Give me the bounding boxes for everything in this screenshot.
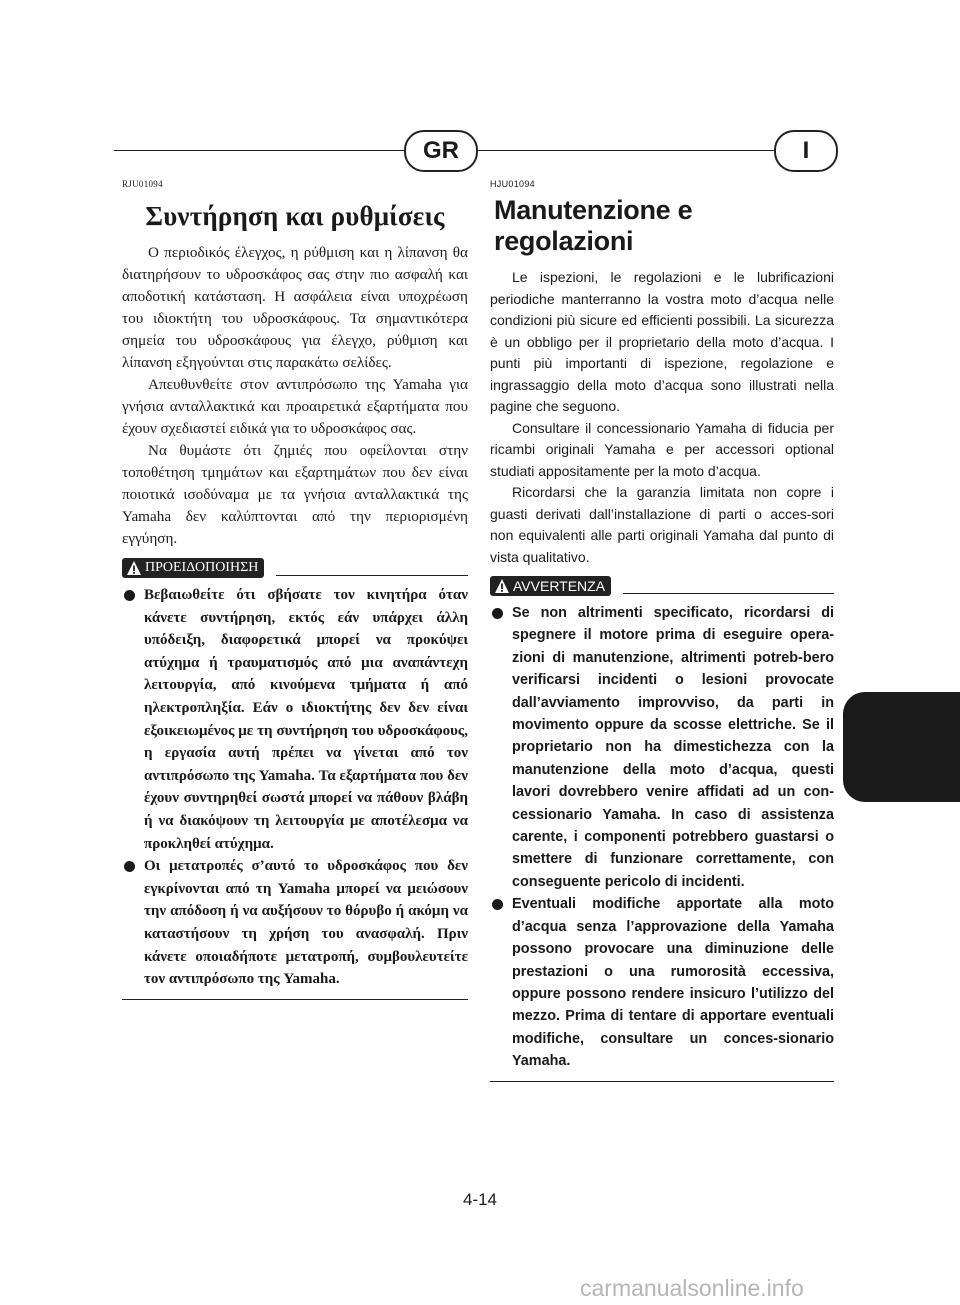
list-item (490, 893, 834, 1072)
bullet-icon (124, 590, 135, 601)
warning-end-rule (122, 999, 468, 1000)
paragraph: Απευθυνθείτε στον αντιπρόσωπο της Yamaha για γνήσια ανταλλακτικά και προαιρετικά εξαρτήματα που έχουν σχεδιαστεί ειδικά για το υδροσκάφος σας. (122, 376, 468, 437)
warning-icon (126, 560, 142, 576)
warning-header (490, 576, 834, 596)
list-item (122, 584, 468, 855)
paragraph: Ricordarsi che la garanzia limitata non copre i guasti derivati dall’installazione di parti o acces-sori non equivalenti alle parti originali Yamaha dal punto di vista qualitativo. (490, 484, 834, 565)
list-item (490, 602, 834, 893)
bullet-icon (124, 861, 135, 872)
section-title: Manutenzione e regolazioni (494, 195, 693, 256)
paragraph: Να θυμάστε ότι ζημιές που οφείλονται στην τοποθέτηση τμημάτων και εξαρτημάτων που δεν είναι ποιοτικά ισοδύναμα με τα γνήσια ανταλλακτικά της Yamaha δεν καλύπτονται από την περιορισμένη εγγύηση. (122, 442, 468, 547)
paragraph: Le ispezioni, le regolazioni e le lubrificazioni periodiche manterranno la vostra moto d’acqua nelle condizioni più sicure ed efficienti possibili. La sicurezza è un obbligo per il proprietario della moto d’acqua. I punti più importanti di ispezione, regolazione e ingrassaggio della moto d’acqua sono illustrati nella pagine che seguono. (490, 269, 834, 414)
section-title: Συντήρηση και ρυθμίσεις (145, 201, 445, 231)
italian-column (490, 175, 834, 1082)
bullet-icon (492, 899, 503, 910)
warning-badge (490, 576, 611, 596)
list-item (122, 855, 468, 991)
page-number: 4-14 (462, 1190, 498, 1209)
warning-label: ΠΡΟΕΙΔΟΠΟΙΗΣΗ (145, 560, 259, 575)
bullet-text: Eventuali modifiche apportate alla moto d’acqua senza l’approvazione della Yamaha possono provocare una diminuzione delle prestazioni o una rumorosità eccessiva, oppure possono rendere insicuro l’utilizzo del mezzo. Prima di tentare di apportare eventuali modifiche, consultare un conces-sionario Yamaha. (512, 896, 834, 1070)
warning-rule (623, 593, 834, 594)
paragraph: Ο περιοδικός έλεγχος, η ρύθμιση και η λίπανση θα διατηρήσουν το υδροσκάφος σας στην πιο ασφαλή και αποδοτική κατάσταση. Η ασφάλεια είναι υποχρέωση του ιδιοκτήτη του υδροσκάφους. Τα σημαντικότερα σημεία του υδροσκάφους για έλεγχο, ρύθμιση και λίπανση εξηγούνται στις παρακάτω σελίδες. (122, 244, 468, 371)
bullet-text: Se non altrimenti specificato, ricordarsi di spegnere il motore prima di eseguire opera-zioni di manutenzione, altrimenti potreb-bero verificarsi incidenti o lesioni provocate dall’avviamento improvviso, da parti in movimento oppure da scosse elettriche. Se il proprietario non ha dimestichezza con la manutenzione della moto d’acqua, questi lavori dovrebbero venire affidati ad un con-cessionario Yamaha. In caso di assistenza carente, i componenti potrebbero guastarsi o smettere di funzionare correttamente, con conseguente pericolo di incidenti. (512, 605, 834, 890)
watermark-text: carmanualsonline.info (580, 1275, 804, 1301)
language-tab-greek: GR (404, 130, 478, 172)
bullet-text: Βεβαιωθείτε ότι σβήσατε τον κινητήρα όταν κάνετε συντήρηση, εκτός εάν υπάρχει άλλη υπόδειξη, διαφορετικά μπορεί να προκύψει ατύχημα ή τραυματισμός από μια αναπάντεχη λειτουργία, από κινούμενα τμήματα ή από ηλεκτροπληξία. Εάν ο ιδιοκτήτης δεν δεν είναι εξοικειωμένος με τη συντήρηση του υδροσκάφους, η εργασία αυτή πρέπει να γίνεται από τον αντιπρόσωπο της Yamaha. Τα εξαρτήματα που δεν έχουν συντηρηθεί σωστά μπορεί να πάθουν βλάβη ή να διακόψουν τη λειτουργία με αποτέλεσμα να προκληθεί ατύχημα. (144, 587, 468, 852)
bullet-text: Οι μετατροπές σ’αυτό το υδροσκάφος που δεν εγκρίνονται από τη Yamaha μπορεί να μειώσουν την απόδοση ή να αυξήσουν το θόρυβο ή ακόμη να καταστήσουν τη χρήση του ανασφαλή. Πριν κάνετε οποιαδήποτε μετατροπή, συμβουλευτείτε τον αντιπρόσωπο της Yamaha. (144, 858, 468, 988)
greek-column (122, 175, 468, 1000)
warning-list (122, 584, 468, 991)
chapter-tab (843, 692, 960, 802)
warning-header (122, 558, 468, 578)
warning-label: AVVERTENZA (513, 578, 606, 594)
paragraph: Consultare il concessionario Yamaha di fiducia per ricambi originali Yamaha e per accessori optional studiati appositamente per la moto d’acqua. (490, 419, 834, 479)
warning-rule (276, 575, 468, 576)
section-code: HJU01094 (490, 179, 535, 189)
warning-list (490, 602, 834, 1073)
warning-end-rule (490, 1081, 834, 1082)
warning-badge (122, 558, 264, 578)
language-tab-italian: I (774, 130, 838, 172)
section-code: RJU01094 (122, 179, 163, 189)
warning-icon (494, 578, 510, 594)
bullet-icon (492, 608, 503, 619)
